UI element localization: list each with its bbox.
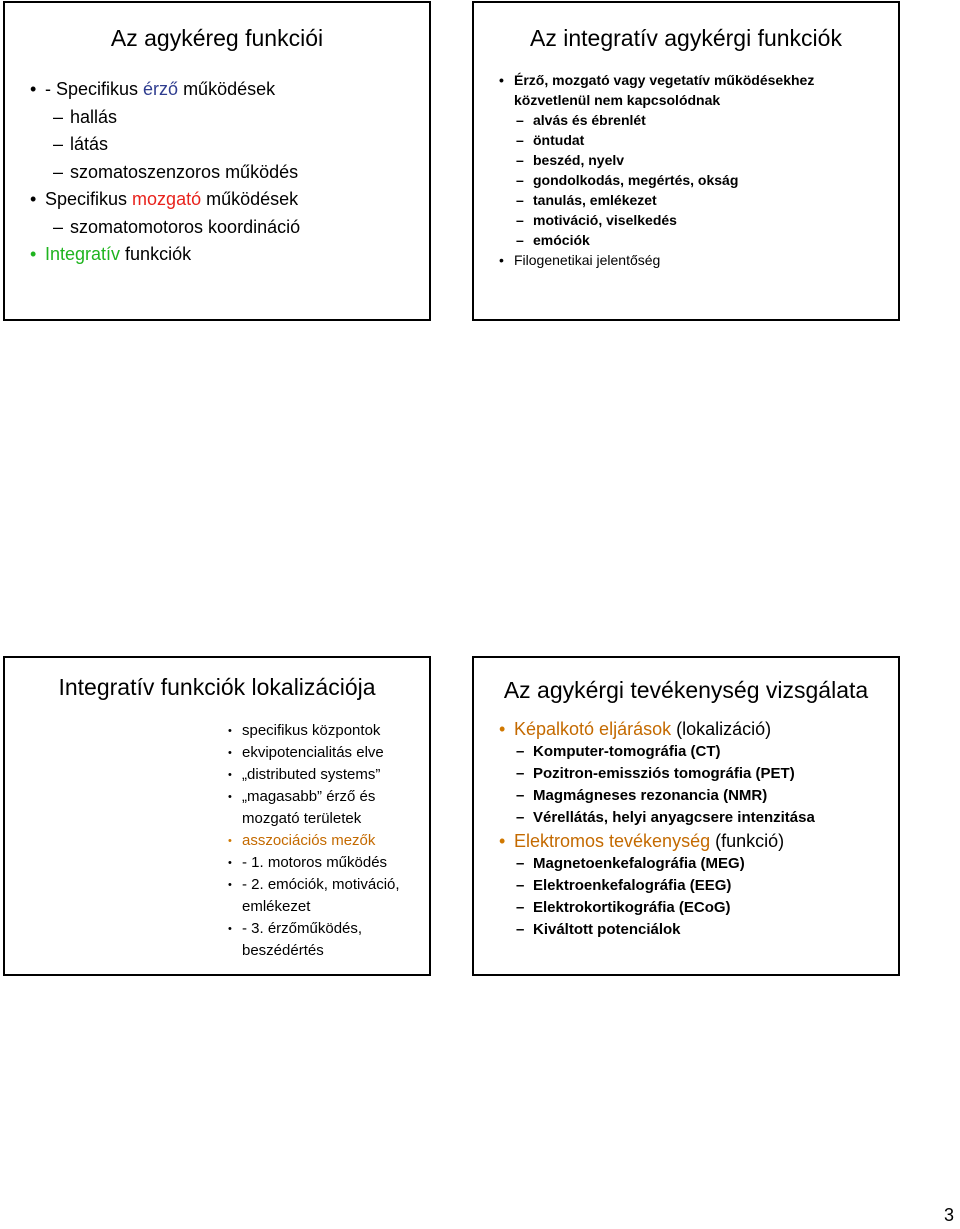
list-item: • specifikus központok xyxy=(242,720,429,742)
item-highlight: Elektromos tevékenység xyxy=(514,831,711,851)
slide-title: Az agykéreg funkciói xyxy=(110,25,324,51)
item-highlight: Integratív xyxy=(45,244,121,264)
list-item xyxy=(45,76,429,104)
list-subitem: – szomatoszenzoros működés xyxy=(70,159,429,187)
list-subitem: – Kiváltott potenciálok xyxy=(533,919,898,941)
list-subitem: – szomatomotoros koordináció xyxy=(70,214,429,242)
list-subitem: – öntudat xyxy=(533,130,898,150)
list-item: • „magasabb” érző és mozgató területek xyxy=(242,786,402,830)
bullet-list xyxy=(5,76,429,269)
list-subitem: – tanulás, emlékezet xyxy=(533,190,898,210)
page-number: 3 xyxy=(943,1205,954,1225)
list-item xyxy=(514,717,898,741)
slide-agykereg-funkcioi xyxy=(3,1,431,321)
list-subitem: – emóciók xyxy=(533,230,898,250)
list-subitem: – látás xyxy=(70,131,429,159)
list-subitem: – gondolkodás, megértés, okság xyxy=(533,170,898,190)
list-subitem: – Vérellátás, helyi anyagcsere intenzitása xyxy=(533,807,898,829)
slide-agykergi-tevekenyseg-vizsgalata xyxy=(472,656,900,976)
item-text: (funkció) xyxy=(710,831,785,851)
item-highlight: mozgató xyxy=(132,189,202,209)
list-subitem: – Elektrokortikográfia (ECoG) xyxy=(533,897,898,919)
slide-integrativ-agykergi-funkciok xyxy=(472,1,900,321)
list-subitem: – Komputer-tomográfia (CT) xyxy=(533,741,898,763)
slide-title: Az agykérgi tevékenység vizsgálata xyxy=(503,677,869,703)
list-item: • asszociációs mezők xyxy=(242,830,429,852)
slide-title: Az integratív agykérgi funkciók xyxy=(530,25,842,51)
bullet-list xyxy=(5,720,429,962)
list-subitem: – Magmágneses rezonancia (NMR) xyxy=(533,785,898,807)
list-item: • ekvipotencialitás elve xyxy=(242,742,429,764)
slide-integrativ-lokalizacio xyxy=(3,656,431,976)
list-subitem: – Magnetoenkefalográfia (MEG) xyxy=(533,853,898,875)
list-item xyxy=(514,829,898,853)
item-text: Érző, mozgató vagy vegetatív működésekhez xyxy=(514,72,815,88)
item-text: közvetlenül nem kapcsolódnak xyxy=(514,92,721,108)
list-item: • Filogenetikai jelentőség xyxy=(514,250,898,270)
list-item xyxy=(45,241,429,269)
list-subitem: – beszéd, nyelv xyxy=(533,150,898,170)
list-subitem: – alvás és ébrenlét xyxy=(533,110,898,130)
list-item: • - 3. érzőműködés, beszédértés xyxy=(242,918,392,962)
list-item xyxy=(514,70,898,110)
slide-title: Integratív funkciók lokalizációja xyxy=(58,674,376,700)
item-text: Specifikus xyxy=(45,189,133,209)
list-item xyxy=(45,186,429,214)
item-highlight: Képalkotó eljárások xyxy=(514,719,672,739)
list-item: • „distributed systems” xyxy=(242,764,429,786)
bullet-list xyxy=(474,70,898,270)
list-item: • - 1. motoros működés xyxy=(242,852,429,874)
item-text: funkciók xyxy=(120,244,192,264)
list-subitem: – motiváció, viselkedés xyxy=(533,210,898,230)
list-subitem: – Pozitron-emissziós tomográfia (PET) xyxy=(533,763,898,785)
list-item: • - 2. emóciók, motiváció, emlékezet xyxy=(242,874,402,918)
bullet-list xyxy=(474,717,898,941)
list-subitem: – hallás xyxy=(70,104,429,132)
item-text: működések xyxy=(178,79,276,99)
item-text: - Specifikus xyxy=(45,79,144,99)
list-subitem: – Elektroenkefalográfia (EEG) xyxy=(533,875,898,897)
item-highlight: érző xyxy=(143,79,179,99)
item-text: (lokalizáció) xyxy=(671,719,772,739)
item-text: működések xyxy=(201,189,299,209)
